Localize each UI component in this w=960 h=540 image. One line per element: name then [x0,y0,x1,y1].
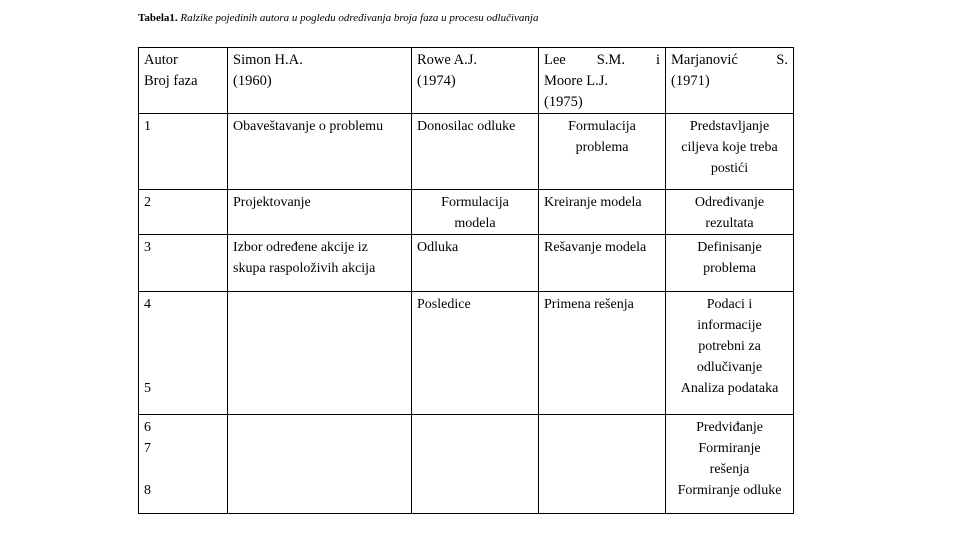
lee-cell [539,480,666,514]
table-row [139,438,794,480]
decision-phases-table [138,47,794,514]
phase-number: 8 [139,480,228,514]
simon-cell [228,438,412,480]
simon-cell [228,414,412,438]
marjanovic-cell: Analiza podataka [666,378,794,414]
table-row [139,414,794,438]
marjanovic-cell: Podaci i informacije potrebni za odlučivanje [666,292,794,379]
marjanovic-cell: Određivanje rezultata [666,190,794,235]
lee-cell: Kreiranje modela [539,190,666,235]
lee-cell [539,378,666,414]
simon-cell: Izbor određene akcije iz skupa raspoloživih akcija [228,235,412,292]
phase-number: 7 [139,438,228,480]
table-header-row [139,48,794,114]
rowe-cell [412,438,539,480]
rowe-cell [412,414,539,438]
phase-number: 4 [139,292,228,379]
rowe-cell: Posledice [412,292,539,379]
marjanovic-cell: Formiranje odluke [666,480,794,514]
lee-cell [539,438,666,480]
caption-text: Ralzike pojedinih autora u pogledu određivanja broja faza u procesu odlučivanja [180,12,539,24]
table-row [139,235,794,292]
phase-number: 5 [139,378,228,414]
table-row [139,114,794,190]
table-row [139,378,794,414]
table-row [139,292,794,379]
rowe-cell: Donosilac odluke [412,114,539,190]
lee-cell [539,414,666,438]
header-marjanovic: Marjanović S. (1971) [666,48,794,114]
rowe-cell: Formulacija modela [412,190,539,235]
simon-cell [228,378,412,414]
phase-number: 6 [139,414,228,438]
lee-cell: Primena rešenja [539,292,666,379]
table-row [139,480,794,514]
header-simon: Simon H.A. (1960) [228,48,412,114]
simon-cell: Obaveštavanje o problemu [228,114,412,190]
rowe-cell: Odluka [412,235,539,292]
phase-number: 1 [139,114,228,190]
lee-cell: Rešavanje modela [539,235,666,292]
phase-number: 3 [139,235,228,292]
header-lee-moore: Lee S.M. i Moore L.J. (1975) [539,48,666,114]
simon-cell [228,292,412,379]
header-rowe: Rowe A.J. (1974) [412,48,539,114]
rowe-cell [412,378,539,414]
table-caption [138,12,538,24]
marjanovic-cell: Predviđanje [666,414,794,438]
phase-number: 2 [139,190,228,235]
caption-label: Tabela1. [138,12,178,24]
table-row [139,190,794,235]
marjanovic-cell: Predstavljanje ciljeva koje treba postići [666,114,794,190]
simon-cell: Projektovanje [228,190,412,235]
marjanovic-cell: Formiranje rešenja [666,438,794,480]
simon-cell [228,480,412,514]
marjanovic-cell: Definisanje problema [666,235,794,292]
header-author-phases: Autor Broj faza [139,48,228,114]
rowe-cell [412,480,539,514]
lee-cell: Formulacija problema [539,114,666,190]
